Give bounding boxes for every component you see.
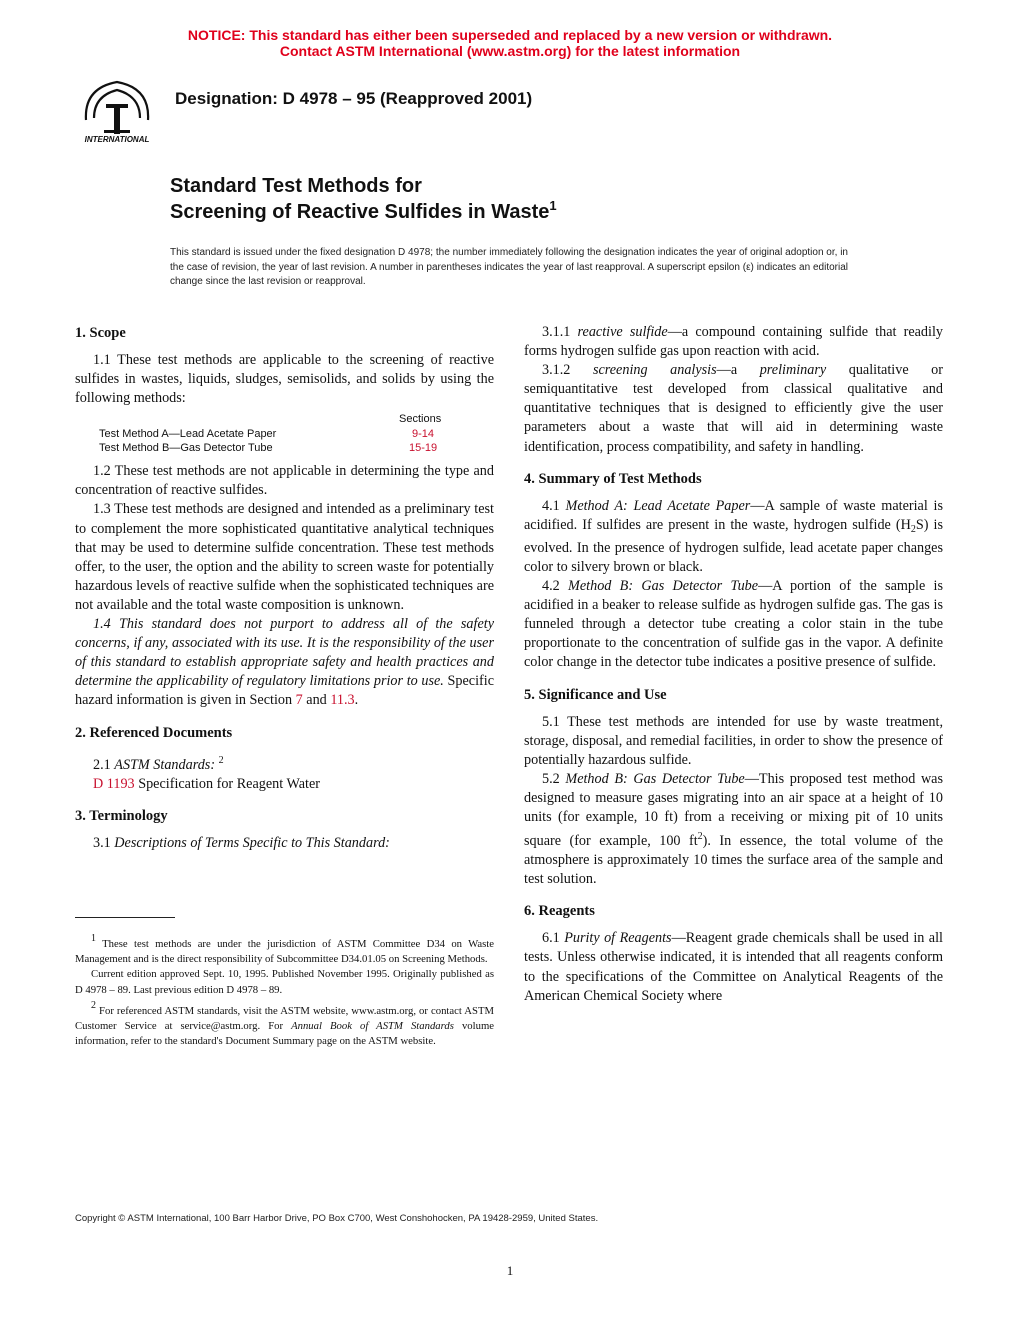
astm-standards-label: ASTM Standards:	[114, 756, 216, 773]
logo-caption: INTERNATIONAL	[84, 135, 150, 144]
term-reactive-sulfide: reactive sulfide	[577, 324, 668, 340]
section-11-3-link[interactable]: 11.3	[330, 692, 355, 709]
page-number: 1	[506, 1263, 514, 1278]
footnote-1-edition: Current edition approved Sept. 10, 1995. Published November 1995. Originally published as D 4978 – 89. Last previous edition D 4978 – 89.	[75, 968, 494, 996]
footnote-ref-2: 2	[218, 754, 224, 766]
right-column	[524, 323, 943, 1006]
para-3-1-2-dash: —a	[716, 362, 760, 379]
para-4-1-text-b: S) is evolved. In the presence of hydrogen sulfide, lead acetate paper changes color to silvery brown or black.	[524, 516, 943, 575]
title-line-1: Standard Test Methods for	[170, 175, 422, 197]
annual-book-title: Annual Book of ASTM Standards	[291, 1020, 454, 1033]
section-4-heading: 4. Summary of Test Methods	[524, 470, 702, 487]
footnote-2-text-a: For referenced ASTM standards, visit the ASTM website, www.astm.org, or contact ASTM Customer Service at service@astm.org. For	[75, 1004, 494, 1033]
d1193-link[interactable]: D 1193	[93, 775, 135, 792]
title-footnote-ref: 1	[549, 198, 557, 213]
copyright: Copyright © ASTM International, 100 Barr Harbor Drive, PO Box C700, West Conshohocken, PA 19428-2959, United States.	[75, 1213, 599, 1224]
section-3-heading: 3. Terminology	[75, 807, 168, 824]
footnote-divider	[75, 917, 175, 918]
footnote-1-text: These test methods are under the jurisdiction of ASTM Committee D34 on Waste Management and is the direct responsibility of Subcommittee D34.01.05 on Screening Methods.	[75, 938, 494, 966]
methods-row-a-link[interactable]: 9-14	[412, 428, 435, 441]
section-5-heading: 5. Significance and Use	[524, 686, 667, 703]
para-6-1-num: 6.1	[542, 930, 565, 947]
footnote-2-num: 2	[91, 999, 96, 1011]
para-2-1-num: 2.1	[93, 756, 115, 773]
para-3-1-2-text: qualitative or semiquantitative test developed from classical qualitative and quantitative techniques that is designed to efficiently give the user parameters about a waste that will aid in determining waste identification, process compatibility, and safety in handling.	[524, 362, 943, 455]
astm-logo	[74, 74, 160, 148]
term-screening-analysis: screening analysis	[592, 362, 717, 379]
methods-table	[99, 412, 494, 458]
footnote-1-num: 1	[91, 933, 96, 944]
section-1-heading: 1. Scope	[75, 325, 126, 341]
footnote-2-text-b: volume information, refer to the standard's Document Summary page on the ASTM website.	[75, 1020, 495, 1048]
para-5-2-text-a: —This proposed test method was designed to measure gases migrating into an air space at a height of 10 units (for example, 10 ft) from a receiving or mixing pit of 10 units square (for example, 100 ft	[524, 770, 944, 850]
section-6-heading: 6. Reagents	[524, 903, 595, 920]
methods-table-header: Sections	[399, 413, 442, 426]
methods-row-b-label: Test Method B—Gas Detector Tube	[99, 442, 273, 455]
para-3-1-2-num: 3.1.2	[542, 362, 593, 379]
para-4-1	[524, 497, 943, 577]
para-1-4-and: and	[302, 692, 331, 709]
para-1-3: 1.3 These test methods are designed and intended as a preliminary test to complement the more sophisticated quantitative analytical techniques that may be used to determine sulfide concentration. These test methods offer, to the user, the option and the ability to screen waste for potentially hazardous levels of reactive sulfide when the sophisticated techniques are not available and the total waste composition is unknown.	[75, 501, 494, 613]
section-7-link[interactable]: 7	[295, 692, 303, 709]
para-1-4	[75, 615, 494, 710]
para-4-2-num: 4.2	[542, 578, 569, 595]
para-6-1-text: —Reagent grade chemicals shall be used in all tests. Unless otherwise indicated, it is intended that all reagents conform to the specifications of the Committee on Analytical Reagents of the American Chemical Society where	[524, 930, 943, 1004]
para-3-1-1-text: —a compound containing sulfide that readily forms hydrogen sulfide gas upon reaction with acid.	[524, 324, 944, 360]
para-3-1-num: 3.1	[93, 834, 115, 851]
notice-line-2: Contact ASTM International (www.astm.org) for the latest information	[279, 43, 741, 59]
para-3-1-text: Descriptions of Terms Specific to This Standard:	[114, 834, 390, 851]
para-5-1: 5.1 These test methods are intended for use by waste treatment, storage, disposal, and remedial facilities, in order to show the presence of potentially hazardous sulfide.	[524, 713, 943, 768]
para-3-1	[75, 834, 494, 853]
footnote-2	[75, 998, 494, 1050]
para-5-2-text-b: ). In essence, the total volume of the atmosphere is approximately 10 times the surface area of the sample and test solution.	[524, 833, 943, 888]
para-4-1-text-a: —A sample of waste material is acidified. If sulfides are present in the waste, hydrogen sulfide (H	[524, 497, 943, 533]
para-3-1-2	[524, 361, 943, 456]
para-5-2-num: 5.2	[542, 770, 566, 787]
method-a-term: Method A: Lead Acetate Paper	[565, 497, 751, 514]
footnotes	[75, 931, 494, 1049]
title-text: Screening of Reactive Sulfides in Waste	[170, 201, 550, 223]
designation: Designation: D 4978 – 95 (Reapproved 2001)	[175, 89, 533, 108]
para-5-2	[524, 770, 943, 890]
methods-row-a-label: Test Method A—Lead Acetate Paper	[99, 428, 277, 441]
section-2-heading: 2. Referenced Documents	[75, 724, 233, 741]
safety-statement: 1.4 This standard does not purport to address all of the safety concerns, if any, associated with its use. It is the responsibility of the user of this standard to establish appropriate safety and health practices and determine the applicability of regulatory limitations prior to use.	[75, 616, 494, 690]
h2s-subscript: 2	[910, 523, 916, 535]
method-b-term-2: Method B: Gas Detector Tube	[565, 770, 745, 787]
para-4-2	[524, 577, 943, 672]
methods-row-b-link[interactable]: 15-19	[409, 442, 438, 455]
term-preliminary: preliminary	[759, 362, 827, 379]
title-line-2	[170, 198, 557, 224]
para-1-1: 1.1 These test methods are applicable to the screening of reactive sulfides in wastes, liquids, sludges, semisolids, and solids by using the following methods:	[75, 352, 494, 407]
notice-line-1: NOTICE: This standard has either been superseded and replaced by a new version or withdrawn.	[187, 27, 833, 43]
d1193-title: Specification for Reagent Water	[134, 775, 320, 792]
ft2-superscript: 2	[697, 831, 703, 843]
para-4-1-num: 4.1	[542, 497, 566, 514]
intro-paragraph: This standard is issued under the fixed designation D 4978; the number immediately following the designation indicates the year of original adoption or, in the case of revision, the year of last revision. A number in parentheses indicates the year of last reapproval. A superscript epsilon (ε) indicates an editorial change since the last revision or reapproval.	[170, 247, 848, 287]
para-6-1	[524, 929, 943, 1005]
notice-banner	[0, 27, 1020, 59]
method-b-term: Method B: Gas Detector Tube	[568, 578, 759, 595]
para-2-1	[75, 751, 494, 775]
para-3-1-1	[524, 323, 943, 361]
para-3-1-1-num: 3.1.1	[542, 324, 578, 340]
para-4-2-text: —A portion of the sample is acidified in a beaker to release sulfide as hydrogen sulfide gas. The gas is funneled through a detector tube creating a color stain in the tube proportionate to the concentration of sulfide gas in the vapor. A definite color change in the detector tube indicates a positive presence of sulfide.	[524, 578, 944, 671]
footnote-1	[75, 931, 494, 967]
para-1-2: 1.2 These test methods are not applicable in determining the type and concentration of reactive sulfides.	[75, 463, 494, 499]
left-column	[75, 323, 494, 853]
reference-d1193	[75, 775, 494, 794]
para-1-4-text: Specific hazard information is given in Section	[75, 673, 495, 709]
para-1-4-end: .	[354, 692, 359, 709]
purity-of-reagents-term: Purity of Reagents	[564, 930, 672, 947]
